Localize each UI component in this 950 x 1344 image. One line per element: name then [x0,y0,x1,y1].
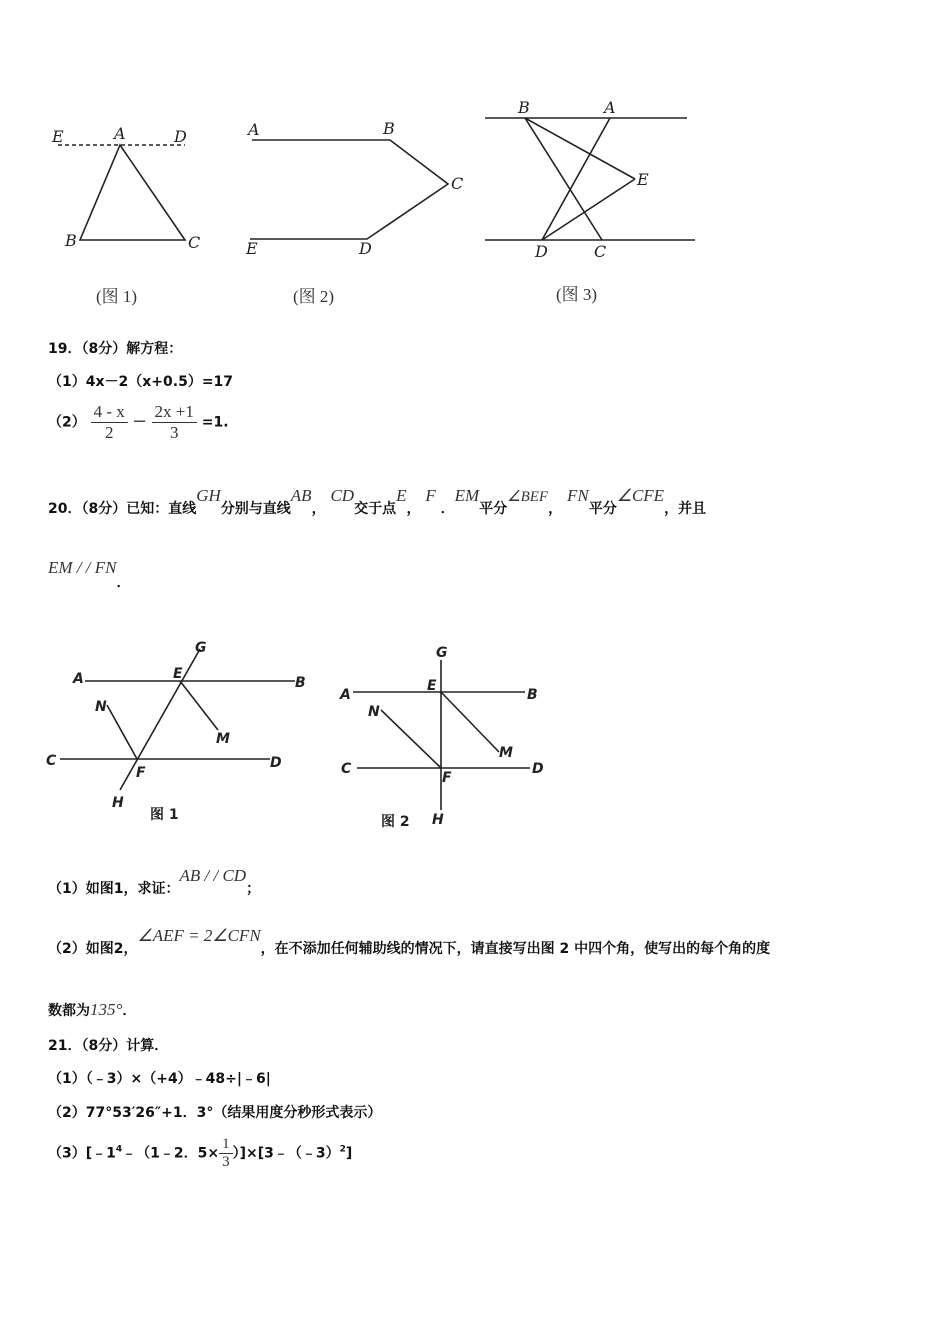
math-em-parallel-fn: EM / / FN [48,558,117,577]
q19-fraction-2-numerator: 2x +1 [152,402,197,423]
math-angle-cfe: ∠CFE [616,486,665,505]
segment-be [525,118,635,179]
label-e: E [246,239,258,258]
q20-part2 [48,926,771,958]
label-b: B [295,675,306,691]
label-e: E [637,170,649,189]
q20-statement [48,487,928,530]
q21-part3-exponent-1: 4 [115,1144,123,1155]
q20-text-5: ，并且 [664,501,707,517]
q20-part1-end: ； [246,881,261,897]
q19-part1: （1）4x－2（x+0.5）=17 [48,374,234,390]
label-d: D [174,127,187,146]
q20-comma-1: ， [311,501,326,517]
q21-part3-b: ﹣（1﹣2．5× [122,1145,220,1162]
math-angle-aef-equals: ∠AEF = 2∠CFN [137,926,261,945]
q20-figure-1-caption: 图 1 [150,807,179,823]
label-c: C [341,761,352,777]
math-f: F [425,486,436,505]
q19-part2-label: （2） [48,414,86,431]
math-135-degrees: 135° [90,1000,123,1019]
label-m: M [216,731,230,747]
q21-fraction [219,1136,233,1171]
math-gh: GH [196,486,221,505]
q20-figure-2-caption: 图 2 [381,814,410,830]
label-e: E [173,666,183,682]
q20-comma-2: ， [406,501,421,517]
q19-title: 19．（8分）解方程： [48,341,183,357]
label-f: F [442,770,452,786]
math-ab-parallel-cd: AB / / CD [179,866,247,885]
label-a: A [604,98,616,117]
q19-fraction-2-denominator: 3 [169,423,179,442]
q21-part1: （1）（﹣3）×（+4）﹣48÷|﹣6| [48,1071,271,1087]
q20-part2-line2-text: 数都为 [48,1003,90,1019]
figure-3-parallel-lines [480,95,700,265]
q20-text-4: 平分 [588,501,617,517]
math-ab: AB [290,486,312,505]
math-angle-bef: ∠BEF [507,489,549,505]
line-gh [120,649,200,790]
label-d: D [532,761,544,777]
label-c: C [451,174,464,193]
line-abcde [250,140,448,239]
q20-part1 [48,866,261,898]
label-h: H [432,812,444,828]
q20-title: 20．（8分）已知：直线 [48,501,197,517]
q20-part1-text: （1）如图1，求证： [48,881,180,897]
ray-fn [107,705,137,759]
label-d: D [270,755,282,771]
label-e: E [427,678,437,694]
q19-equals-one: =1. [201,414,229,431]
figure-1-triangle [40,115,220,260]
math-cd: CD [330,486,355,505]
math-e: E [396,486,407,505]
label-m: M [499,745,513,761]
triangle-abc [80,145,185,240]
q19-fraction-1-numerator: 4 - x [91,402,128,423]
label-h: H [112,795,124,811]
q20-figure-2 [335,640,565,835]
ray-fn [381,710,441,768]
q19-fraction-1 [91,402,128,443]
q21-fraction-numerator: 1 [219,1136,233,1154]
q20-figure-1 [40,635,320,825]
figure-3-caption: (图 3) [556,285,598,304]
ray-em [180,681,218,730]
label-c: C [188,233,201,252]
label-n: N [368,704,380,720]
q20-part2-text: （2）如图2， [48,941,138,957]
q21-part3 [48,1136,352,1171]
q20-period-2: ． [116,575,131,591]
label-g: G [195,640,207,656]
label-b: B [527,687,538,703]
label-b: B [383,119,395,138]
label-n: N [95,699,107,715]
label-c: C [594,242,607,261]
q21-part3-a: （3）[﹣1 [48,1145,116,1162]
segment-bc [525,118,602,240]
label-c: C [46,753,57,769]
label-b: B [518,98,530,117]
label-d: D [535,242,548,261]
label-f: F [136,765,146,781]
label-b: B [65,231,77,250]
q20-statement-line2 [48,558,131,591]
figure-2-broken-line [240,115,470,260]
label-a: A [248,120,260,139]
q20-part2-rest: ，在不添加任何辅助线的情况下，请直接写出图 2 中四个角，使写出的每个角的度 [260,941,771,957]
q21-part3-d: ] [345,1145,353,1162]
q20-part2-line2-end: ． [122,1003,137,1019]
segment-de [542,179,635,240]
q19-fraction-1-denominator: 2 [104,423,114,442]
label-a: A [114,124,126,143]
ray-em [441,692,499,752]
label-a: A [73,671,84,687]
q21-part3-exponent-2: 2 [339,1144,346,1155]
q20-text-2: 交于点 [354,501,397,517]
q21-part3-c: ）]×[3﹣（﹣3） [232,1145,340,1162]
figure-2-caption: (图 2) [293,287,335,306]
label-d: D [359,239,372,258]
label-a: A [340,687,351,703]
label-e: E [52,127,64,146]
q21-title: 21．（8分）计算． [48,1038,169,1054]
figure-1-caption: (图 1) [96,287,138,306]
math-fn: FN [566,486,589,505]
q20-text-1: 分别与直线 [220,501,291,517]
segment-ad [542,118,610,240]
q20-comma-3: ， [548,501,563,517]
q19-fraction-2 [152,402,197,443]
math-em: EM [454,486,480,505]
q20-period-1: ． [440,501,455,517]
label-g: G [436,645,448,661]
q20-part2-line2 [48,1000,136,1020]
q19-part2 [48,402,229,443]
q21-part2: （2）77°53′26″+1．3°（结果用度分秒形式表示） [48,1105,382,1121]
q19-minus: － [132,414,147,431]
q21-fraction-denominator: 3 [222,1154,230,1170]
q20-text-3: 平分 [479,501,508,517]
